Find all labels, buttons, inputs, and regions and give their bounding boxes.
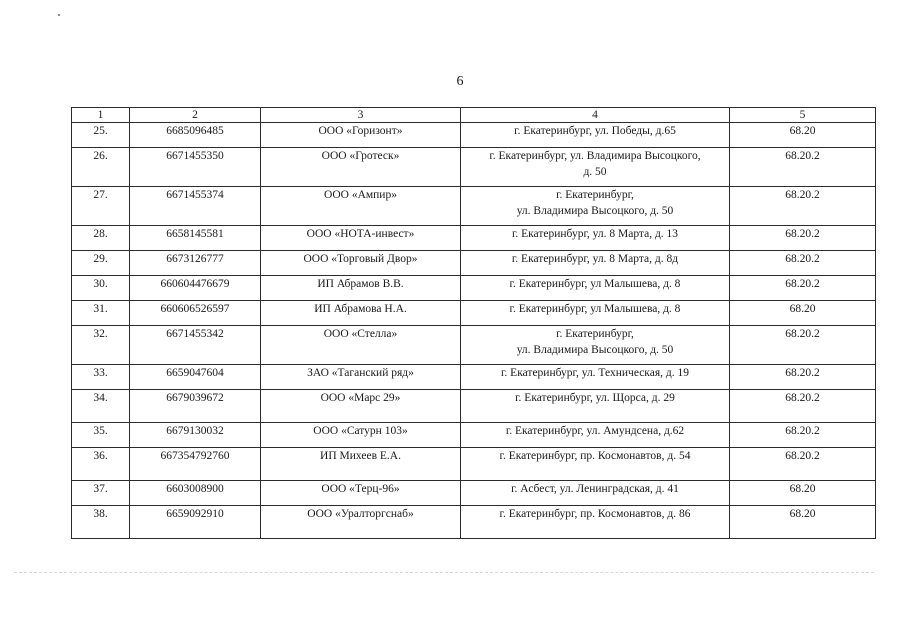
row-number-cell: 32.	[72, 326, 130, 365]
address-line: г. Екатеринбург, пр. Космонавтов, д. 86	[499, 508, 691, 520]
row-number-cell: 27.	[72, 187, 130, 226]
row-number-cell: 37.	[72, 481, 130, 506]
row-number-cell: 36.	[72, 448, 130, 481]
address-cell	[461, 276, 730, 301]
address-line: г. Екатеринбург, ул. 8 Марта, д. 13	[511, 228, 679, 240]
address-cell	[461, 123, 730, 148]
inn-cell: 6671455342	[130, 326, 261, 365]
row-number-cell: 28.	[72, 226, 130, 251]
address-cell	[461, 187, 730, 226]
registry-table	[71, 107, 876, 539]
header-col-4: 4	[461, 108, 730, 123]
inn-cell: 6685096485	[130, 123, 261, 148]
inn-cell: 6659092910	[130, 506, 261, 539]
row-number-cell: 38.	[72, 506, 130, 539]
inn-cell: 6673126777	[130, 251, 261, 276]
row-number-cell: 25.	[72, 123, 130, 148]
activity-code-cell: 68.20	[730, 301, 876, 326]
address-cell	[461, 481, 730, 506]
inn-cell: 660606526597	[130, 301, 261, 326]
scan-speck	[58, 14, 60, 16]
header-col-2: 2	[130, 108, 261, 123]
table-row	[72, 448, 876, 481]
address-cell	[461, 251, 730, 276]
inn-cell: 6671455374	[130, 187, 261, 226]
header-col-3: 3	[261, 108, 461, 123]
table-row	[72, 123, 876, 148]
header-row	[72, 108, 876, 123]
organization-name-cell: ЗАО «Таганский ряд»	[261, 365, 461, 390]
inn-cell: 6658145581	[130, 226, 261, 251]
address-line: г. Екатеринбург,	[556, 189, 634, 201]
table-row	[72, 481, 876, 506]
inn-cell: 6603008900	[130, 481, 261, 506]
table-row	[72, 365, 876, 390]
address-line: г. Екатеринбург, ул Малышева, д. 8	[509, 303, 681, 315]
activity-code-cell: 68.20.2	[730, 326, 876, 365]
address-line: г. Екатеринбург, ул. Владимира Высоцкого,	[489, 150, 701, 162]
table-row	[72, 390, 876, 423]
table-header	[72, 108, 876, 123]
organization-name-cell: ООО «Стелла»	[261, 326, 461, 365]
address-cell	[461, 390, 730, 423]
organization-name-cell: ООО «Сатурн 103»	[261, 423, 461, 448]
inn-cell: 660604476679	[130, 276, 261, 301]
inn-cell: 6671455350	[130, 148, 261, 187]
address-cell	[461, 423, 730, 448]
address-line: г. Екатеринбург,	[556, 328, 634, 340]
organization-name-cell: ООО «Уралторгснаб»	[261, 506, 461, 539]
inn-cell: 6679039672	[130, 390, 261, 423]
address-line: ул. Владимира Высоцкого, д. 50	[516, 344, 674, 356]
activity-code-cell: 68.20.2	[730, 187, 876, 226]
activity-code-cell: 68.20	[730, 481, 876, 506]
row-number-cell: 30.	[72, 276, 130, 301]
address-cell	[461, 301, 730, 326]
activity-code-cell: 68.20.2	[730, 423, 876, 448]
organization-name-cell: ООО «Терц-96»	[261, 481, 461, 506]
activity-code-cell: 68.20	[730, 506, 876, 539]
inn-cell: 667354792760	[130, 448, 261, 481]
activity-code-cell: 68.20.2	[730, 448, 876, 481]
organization-name-cell: ООО «Горизонт»	[261, 123, 461, 148]
activity-code-cell: 68.20.2	[730, 251, 876, 276]
address-line: г. Асбест, ул. Ленинградская, д. 41	[511, 483, 679, 495]
table-row	[72, 226, 876, 251]
inn-cell: 6679130032	[130, 423, 261, 448]
row-number-cell: 31.	[72, 301, 130, 326]
activity-code-cell: 68.20.2	[730, 148, 876, 187]
table-row	[72, 148, 876, 187]
address-line: д. 50	[583, 166, 607, 178]
table-body	[72, 123, 876, 539]
row-number-cell: 33.	[72, 365, 130, 390]
row-number-cell: 29.	[72, 251, 130, 276]
scan-artifact-line	[14, 572, 874, 573]
activity-code-cell: 68.20.2	[730, 365, 876, 390]
activity-code-cell: 68.20.2	[730, 226, 876, 251]
page-number: 6	[456, 74, 464, 89]
header-col-5: 5	[730, 108, 876, 123]
address-cell	[461, 148, 730, 187]
organization-name-cell: ООО «Ампир»	[261, 187, 461, 226]
table-row	[72, 423, 876, 448]
address-line: ул. Владимира Высоцкого, д. 50	[516, 205, 674, 217]
header-col-1: 1	[72, 108, 130, 123]
table-row	[72, 326, 876, 365]
address-cell	[461, 506, 730, 539]
address-line: г. Екатеринбург, ул. Амундсена, д.62	[505, 425, 685, 437]
address-line: г. Екатеринбург, ул. Победы, д.65	[514, 125, 676, 137]
row-number-cell: 35.	[72, 423, 130, 448]
table-row	[72, 187, 876, 226]
address-cell	[461, 448, 730, 481]
address-cell	[461, 326, 730, 365]
address-cell	[461, 365, 730, 390]
organization-name-cell: ООО «Торговый Двор»	[261, 251, 461, 276]
row-number-cell: 26.	[72, 148, 130, 187]
address-line: г. Екатеринбург, ул Малышева, д. 8	[509, 278, 681, 290]
address-line: г. Екатеринбург, ул. 8 Марта, д. 8д	[511, 253, 679, 265]
table-row	[72, 301, 876, 326]
organization-name-cell: ООО «НОТА-инвест»	[261, 226, 461, 251]
address-line: г. Екатеринбург, пр. Космонавтов, д. 54	[499, 450, 691, 462]
table-row	[72, 276, 876, 301]
table-row	[72, 506, 876, 539]
organization-name-cell: ИП Абрамова Н.А.	[261, 301, 461, 326]
address-line: г. Екатеринбург, ул. Техническая, д. 19	[501, 367, 689, 379]
activity-code-cell: 68.20	[730, 123, 876, 148]
row-number-cell: 34.	[72, 390, 130, 423]
organization-name-cell: ИП Михеев Е.А.	[261, 448, 461, 481]
organization-name-cell: ООО «Марс 29»	[261, 390, 461, 423]
organization-name-cell: ООО «Гротеск»	[261, 148, 461, 187]
activity-code-cell: 68.20.2	[730, 390, 876, 423]
inn-cell: 6659047604	[130, 365, 261, 390]
activity-code-cell: 68.20.2	[730, 276, 876, 301]
table-row	[72, 251, 876, 276]
address-cell	[461, 226, 730, 251]
organization-name-cell: ИП Абрамов В.В.	[261, 276, 461, 301]
address-line: г. Екатеринбург, ул. Щорса, д. 29	[515, 392, 675, 404]
